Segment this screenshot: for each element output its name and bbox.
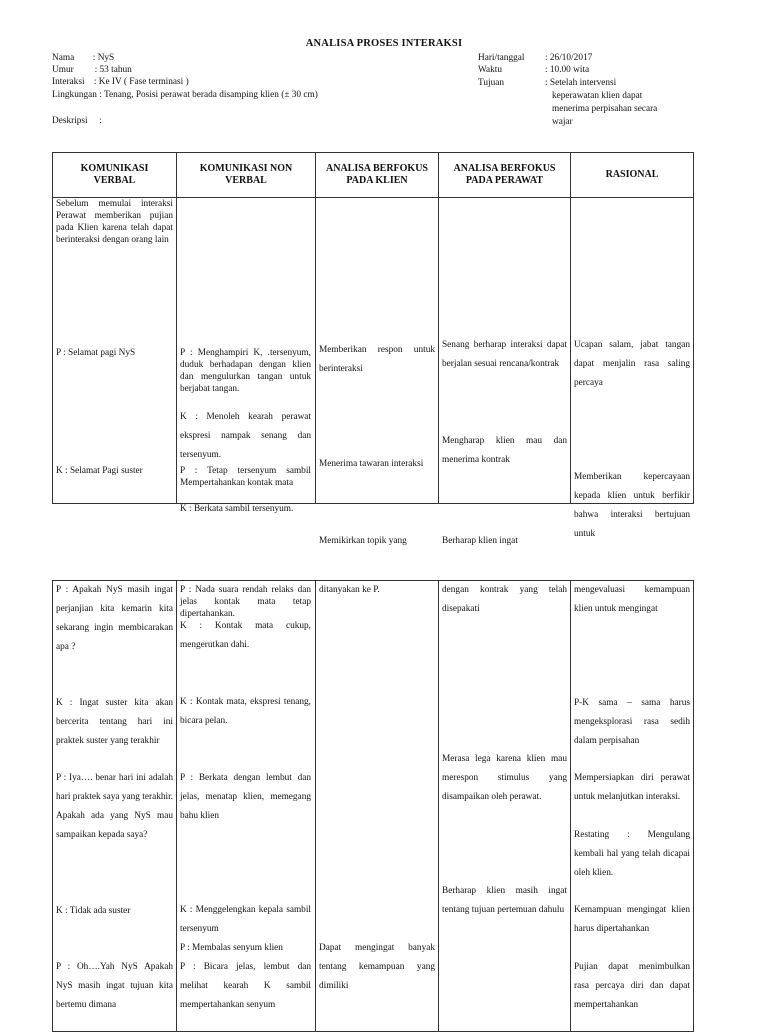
analysis-client-accept: Menerima tawaran interaksi — [319, 459, 424, 469]
time-value: : 10.00 wita — [545, 65, 590, 75]
analysis-nurse-relief: Merasa lega karena klien mau merespon stimulus yang disampaikan oleh perawat. — [442, 754, 567, 802]
verbal-last-practice: P : Iya…. benar hari ini adalah hari praktek saya yang terakhir. Apakah ada yang NyS mau sampaikan kepada saya? — [56, 773, 173, 840]
rationale-evaluate: mengevaluasi kemampuan klien untuk mengingat — [574, 585, 690, 614]
header-analysis-client-text: ANALISA BERFOKUS PADA KLIEN — [326, 163, 428, 186]
nonverbal-client-turn: K : Menoleh kearah perawat ekspresi nampak senang dan tersenyum. — [180, 412, 311, 460]
verbal-ask-remember: P : Apakah NyS masih ingat perjanjian kita kemarin kita sekarang ingin membicarakan apa ? — [56, 585, 173, 652]
verbal-greeting-client: K : Selamat Pagi suster — [56, 466, 143, 476]
goal-line-4: wajar — [552, 117, 573, 127]
analysis-nurse-remember: Berharap klien ingat — [442, 536, 518, 546]
analysis-nurse-contract: Mengharap klien mau dan menerima kontrak — [442, 436, 567, 465]
analysis-nurse-goal: Berharap klien masih ingat tentang tujuan pertemuan dahulu — [442, 886, 567, 915]
nonverbal-return-smile: P : Membalas senyum klien — [180, 943, 283, 953]
header-nonverbal-text: KOMUNIKASI NON VERBAL — [199, 163, 293, 186]
analysis-nurse-contract-agreed: dengan kontrak yang telah disepakati — [442, 585, 567, 614]
rationale-praise: Pujian dapat menimbulkan rasa percaya diri dan dapat mempertahankan — [574, 962, 690, 1010]
rationale-maintain-memory: Kemampuan mengingat klien harus dipertahankan — [574, 905, 690, 934]
nonverbal-soft-voice: P : Nada suara rendah relaks dan jelas kontak mata tetap dipertahankan. — [180, 585, 311, 619]
goal-value: : Setelah intervensi — [545, 78, 617, 88]
header-analysis-nurse-text: ANALISA BERFOKUS PADA PERAWAT — [453, 163, 556, 186]
patient-age: Umur : 53 tahun — [52, 65, 132, 75]
goal-line-3: menerima perpisahan secara — [552, 104, 658, 114]
date-label: Hari/tanggal — [478, 53, 525, 63]
analysis-client-ability: Dapat mengingat banyak tentang kemampuan yang dimiliki — [319, 943, 435, 991]
rationale-explore-sadness: P-K sama – sama harus mengeksplorasi rasa sedih dalam perpisahan — [574, 698, 690, 746]
interaction-phase: Interaksi : Ke IV ( Fase terminasi ) — [52, 77, 189, 87]
interaction-table-page1 — [52, 152, 694, 546]
nonverbal-client-smile: K : Berkata sambil tersenyum. — [180, 504, 294, 514]
patient-name: Nama : NyS — [52, 53, 115, 63]
analysis-nurse-hope: Senang berharap interaksi dapat berjalan sesuai rencana/kontrak — [442, 340, 567, 369]
verbal-intro: Sebelum memulai interaksi Perawat memberikan pujian pada Klien karena telah dapat berinteraksi dengan orang lain — [56, 199, 173, 245]
description-label: Deskripsi : — [52, 116, 102, 126]
time-label: Waktu — [478, 65, 503, 75]
goal-line-2: keperawatan klien dapat — [552, 91, 643, 101]
nonverbal-calm: K : Kontak mata, ekspresi tenang, bicara pelan. — [180, 697, 311, 726]
document-title: ANALISA PROSES INTERAKSI — [305, 38, 463, 49]
rationale-trust: Memberikan kepercayaan kepada klien untuk berfikir bahwa interaksi bertujuan untuk — [574, 472, 690, 539]
verbal-nothing: K : Tidak ada suster — [56, 906, 131, 916]
environment: Lingkungan : Tenang, Posisi perawat berada disamping klien (± 30 cm) — [52, 90, 318, 100]
header-rationale — [571, 153, 694, 198]
header-rationale-text: RASIONAL — [605, 169, 659, 180]
goal-label: Tujuan — [478, 78, 505, 88]
nonverbal-smile-eye: P : Tetap tersenyum sambil Mempertahankan kontak mata — [180, 466, 311, 488]
nonverbal-eye-contact: K : Kontak mata cukup, mengerutkan dahi. — [180, 621, 311, 650]
rationale-restating: Restating : Mengulang kembali hal yang telah dicapai oleh klien. — [574, 830, 690, 878]
verbal-greeting-nurse: P : Selamat pagi NyS — [56, 348, 136, 358]
nonverbal-speak-clearly: P : Bicara jelas, lembut dan melihat kearah K sambil mempertahankan senyum — [180, 962, 311, 1010]
analysis-client-topic: Memikirkan topik yang — [319, 536, 407, 546]
analysis-client-respond: Memberikan respon untuk berinteraksi — [319, 345, 435, 374]
header-analysis-client — [316, 153, 439, 198]
verbal-ask-goal: P : Oh….Yah NyS Apakah NyS masih ingat tujuan kita bertemu dimana — [56, 962, 173, 1010]
nonverbal-shake-head: K : Menggelengkan kepala sambil tersenyum — [180, 905, 311, 934]
header-analysis-nurse — [439, 153, 571, 198]
analysis-client-asked: ditanyakan ke P. — [319, 585, 380, 595]
verbal-client-remember: K : Ingat suster kita akan bercerita tentang hari ini praktek suster yang terakhir — [56, 698, 173, 746]
header-verbal — [53, 153, 177, 198]
date-value: : 26/10/2017 — [545, 53, 593, 63]
header-nonverbal — [177, 153, 316, 198]
nonverbal-approach: P : Menghampiri K, .tersenyum, duduk berhadapan dengan klien dan mengulurkan tangan untuk berjabat tangan. — [180, 348, 311, 394]
rationale-greeting: Ucapan salam, jabat tangan dapat menjalin rasa saling percaya — [574, 340, 690, 388]
header-verbal-text: KOMUNIKASI VERBAL — [80, 163, 149, 186]
interaction-table-page2 — [52, 580, 694, 1032]
nonverbal-touch-shoulder: P : Berkata dengan lembut dan jelas, menatap klien, memegang bahu klien — [180, 773, 311, 821]
rationale-prepare: Mempersiapkan diri perawat untuk melanjutkan interaksi. — [574, 773, 690, 802]
